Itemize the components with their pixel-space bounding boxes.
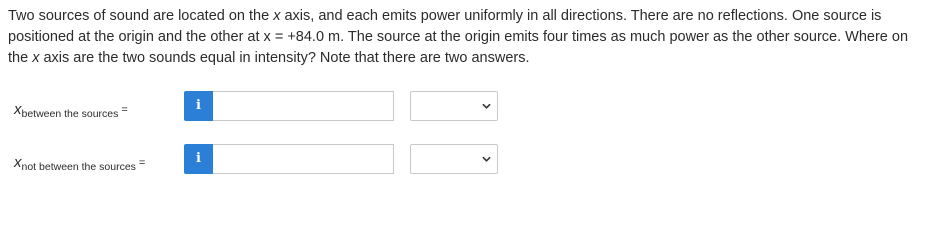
question-part-3: axis are the two sounds equal in intensity? Note that there are two answers. — [39, 50, 530, 66]
answer-subscript: not between the sources — [21, 161, 136, 173]
answer-label-between — [14, 101, 128, 118]
answer-variable: x — [14, 101, 22, 118]
answer-variable: x — [14, 154, 22, 171]
answer-input-not-between[interactable] — [213, 144, 394, 174]
question-x-variable-2: x — [32, 50, 40, 66]
info-icon[interactable]: i — [184, 91, 213, 121]
answer-row-not-between — [0, 143, 935, 175]
question-x-variable: x — [273, 8, 281, 24]
chevron-down-icon — [482, 155, 491, 164]
equals-sign: = — [121, 104, 128, 116]
answer-input-between[interactable] — [213, 91, 394, 121]
question-part-1: Two sources of sound are located on the — [8, 8, 274, 24]
question-part-2: axis, and each emits power uniformly in all directions. There are no reflections. One source is positioned at the origin and the other at x = +84.0 m. The source at the origin emits four times as much power as the other source. Where on the — [8, 8, 909, 66]
answer-label-not-between — [14, 154, 145, 171]
info-icon[interactable]: i — [184, 144, 213, 174]
question-text — [8, 6, 930, 69]
answer-subscript: between the sources — [21, 108, 119, 120]
unit-select-between[interactable] — [410, 91, 498, 121]
chevron-down-icon — [482, 102, 491, 111]
equals-sign: = — [138, 157, 146, 169]
answer-row-between — [0, 90, 935, 122]
unit-select-not-between[interactable] — [410, 144, 498, 174]
